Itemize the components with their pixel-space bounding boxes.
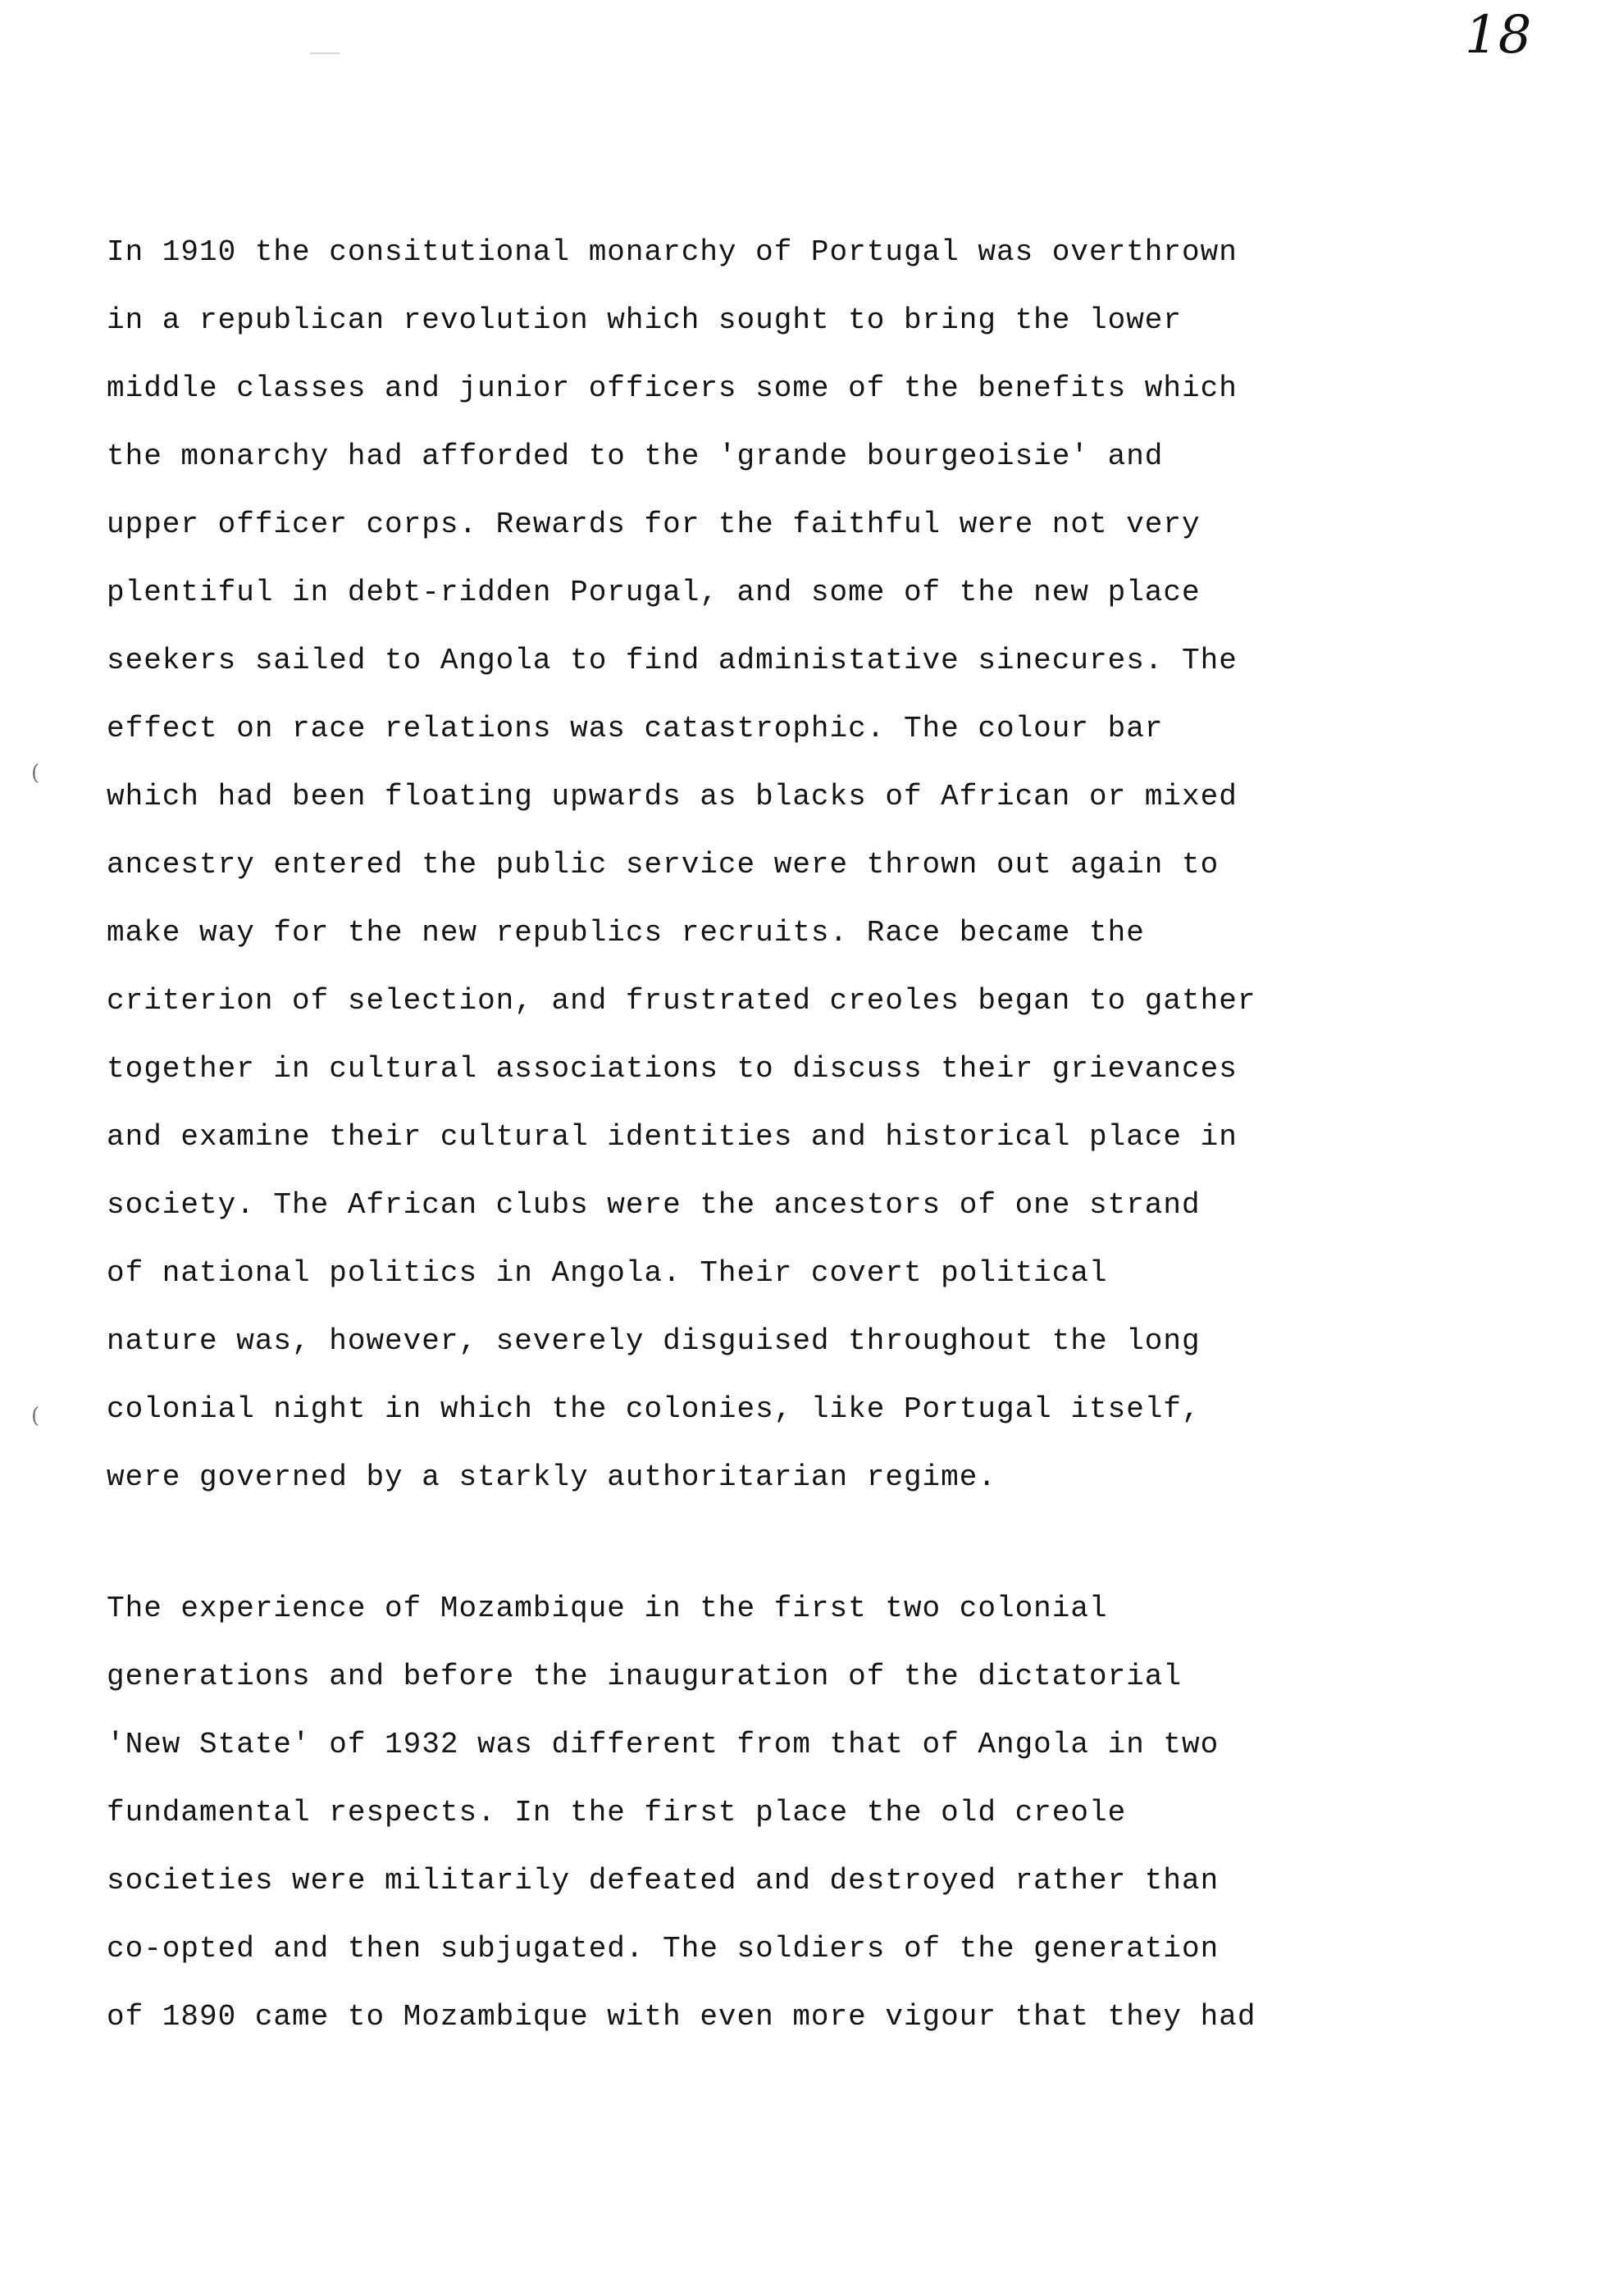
margin-mark: ( (31, 1404, 40, 1428)
text-line: In 1910 the consitutional monarchy of Portugal was overthrown (107, 235, 1238, 269)
text-line: of 1890 came to Mozambique with even more vigour that they had (107, 2000, 1256, 2034)
text-line: upper officer corps. Rewards for the faithful were not very (107, 508, 1201, 541)
text-line: plentiful in debt-ridden Porugal, and some of the new place (107, 576, 1201, 609)
text-line: The experience of Mozambique in the first two colonial (107, 1592, 1108, 1625)
text-line: together in cultural associations to discuss their grievances (107, 1052, 1238, 1086)
scan-speck (310, 52, 340, 54)
paragraph-2 (107, 1574, 1386, 2051)
text-line: in a republican revolution which sought to bring the lower (107, 303, 1183, 337)
margin-mark: ( (31, 761, 40, 786)
text-line: were governed by a starkly authoritarian regime. (107, 1460, 996, 1494)
text-line: co-opted and then subjugated. The soldiers of the generation (107, 1932, 1220, 1966)
text-line: seekers sailed to Angola to find administative sinecures. The (107, 644, 1238, 677)
text-line: fundamental respects. In the first place the old creole (107, 1796, 1127, 1829)
text-line: 'New State' of 1932 was different from that of Angola in two (107, 1728, 1220, 1761)
text-line: societies were militarily defeated and destroyed rather than (107, 1864, 1220, 1897)
text-line: make way for the new republics recruits. Race became the (107, 916, 1145, 950)
text-line: criterion of selection, and frustrated creoles began to gather (107, 984, 1256, 1018)
paragraph-1 (107, 218, 1386, 1511)
text-line: nature was, however, severely disguised throughout the long (107, 1324, 1201, 1358)
page-number: 18 (1465, 5, 1532, 66)
text-line: and examine their cultural identities and historical place in (107, 1120, 1238, 1154)
text-line: which had been floating upwards as blacks of African or mixed (107, 780, 1238, 813)
text-line: society. The African clubs were the ancestors of one strand (107, 1188, 1201, 1222)
text-line: of national politics in Angola. Their covert political (107, 1256, 1108, 1290)
text-line: the monarchy had afforded to the 'grande bourgeoisie' and (107, 440, 1164, 473)
text-line: ancestry entered the public service were thrown out again to (107, 848, 1220, 882)
text-line: colonial night in which the colonies, like Portugal itself, (107, 1392, 1201, 1426)
text-line: effect on race relations was catastrophic. The colour bar (107, 712, 1164, 745)
text-line: generations and before the inauguration of the dictatorial (107, 1660, 1183, 1693)
text-line: middle classes and junior officers some of the benefits which (107, 371, 1238, 405)
